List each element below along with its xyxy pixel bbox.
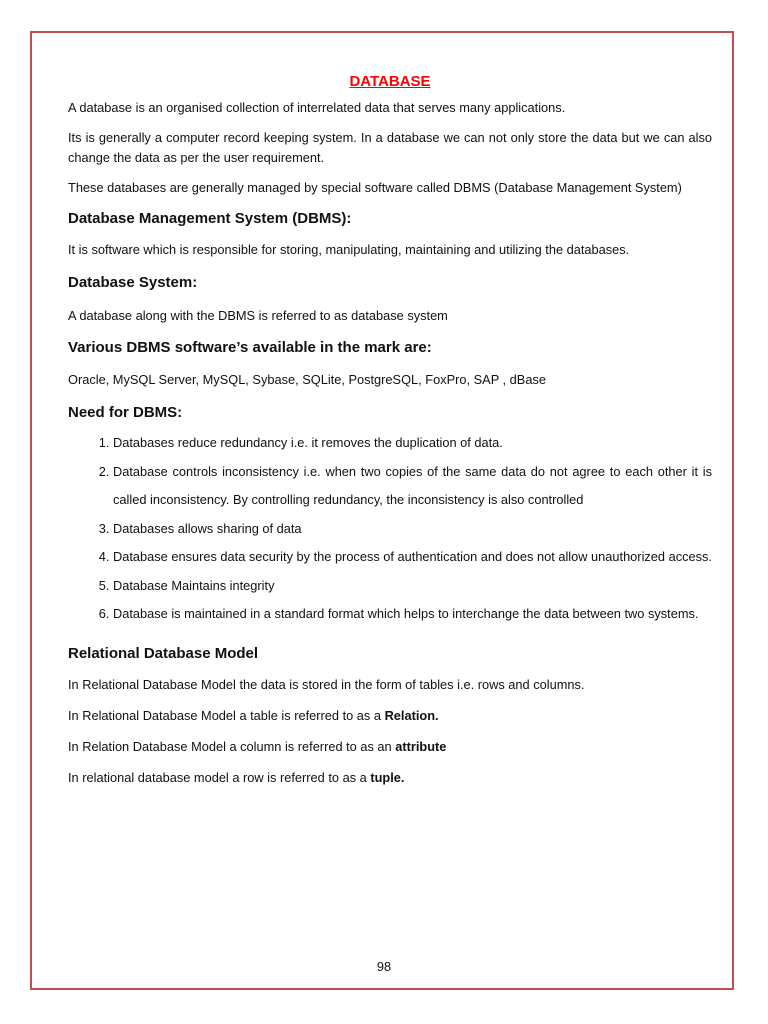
relational-line-2 bbox=[68, 706, 712, 726]
relational-line-3 bbox=[68, 737, 712, 757]
relational-model-heading: Relational Database Model bbox=[68, 644, 259, 662]
relational-line-3-bold: attribute bbox=[395, 738, 447, 754]
dbms-heading: Database Management System (DBMS): bbox=[68, 210, 352, 227]
dbms-text: It is software which is responsible for storing, manipulating, maintaining and utilizing the databases. bbox=[68, 242, 630, 257]
relational-line-4-bold: tuple. bbox=[370, 769, 405, 785]
database-system-heading: Database System: bbox=[68, 274, 198, 291]
need-for-dbms-list bbox=[68, 429, 712, 629]
intro-paragraph-3: These databases are generally managed by special software called DBMS (Database Management System) bbox=[68, 180, 682, 195]
relational-line-4-text: In relational database model a row is referred to as a bbox=[68, 769, 371, 785]
dbms-software-heading: Various DBMS software’s available in the mark are: bbox=[68, 339, 432, 356]
page-title: DATABASE bbox=[349, 73, 431, 90]
intro-paragraph-2: Its is generally a computer record keeping system. In a database we can not only store the data but we can also change the data as per the user requirement. bbox=[68, 130, 712, 165]
relational-line-4 bbox=[68, 768, 712, 788]
list-item: 3. Databases allows sharing of data bbox=[113, 515, 712, 544]
intro-paragraph-1: A database is an organised collection of interrelated data that serves many applications. bbox=[68, 100, 566, 115]
relational-line-2-bold: Relation. bbox=[384, 707, 439, 723]
list-item: 2. Database controls inconsistency i.e. when two copies of the same data do not agree to each other it is called inconsistency. By controlling redundancy, the inconsistency is also controlled bbox=[113, 458, 712, 515]
relational-line-2-text: In Relational Database Model a table is referred to as a bbox=[68, 707, 385, 723]
page-number: 98 bbox=[376, 959, 392, 974]
list-item: 5. Database Maintains integrity bbox=[113, 572, 712, 601]
list-item: 6. Database is maintained in a standard format which helps to interchange the data between two systems. bbox=[113, 600, 712, 629]
relational-line-1: In Relational Database Model the data is stored in the form of tables i.e. rows and columns. bbox=[68, 676, 585, 692]
list-item: 4. Database ensures data security by the process of authentication and does not allow unauthorized access. bbox=[113, 543, 712, 572]
need-for-dbms-heading: Need for DBMS: bbox=[68, 404, 183, 421]
page-content bbox=[68, 72, 712, 788]
list-item: 1. Databases reduce redundancy i.e. it removes the duplication of data. bbox=[113, 429, 712, 458]
database-system-text: A database along with the DBMS is referred to as database system bbox=[68, 308, 448, 323]
relational-line-3-text: In Relation Database Model a column is referred to as an bbox=[68, 738, 396, 754]
dbms-software-list: Oracle, MySQL Server, MySQL, Sybase, SQLite, PostgreSQL, FoxPro, SAP , dBase bbox=[68, 372, 546, 387]
